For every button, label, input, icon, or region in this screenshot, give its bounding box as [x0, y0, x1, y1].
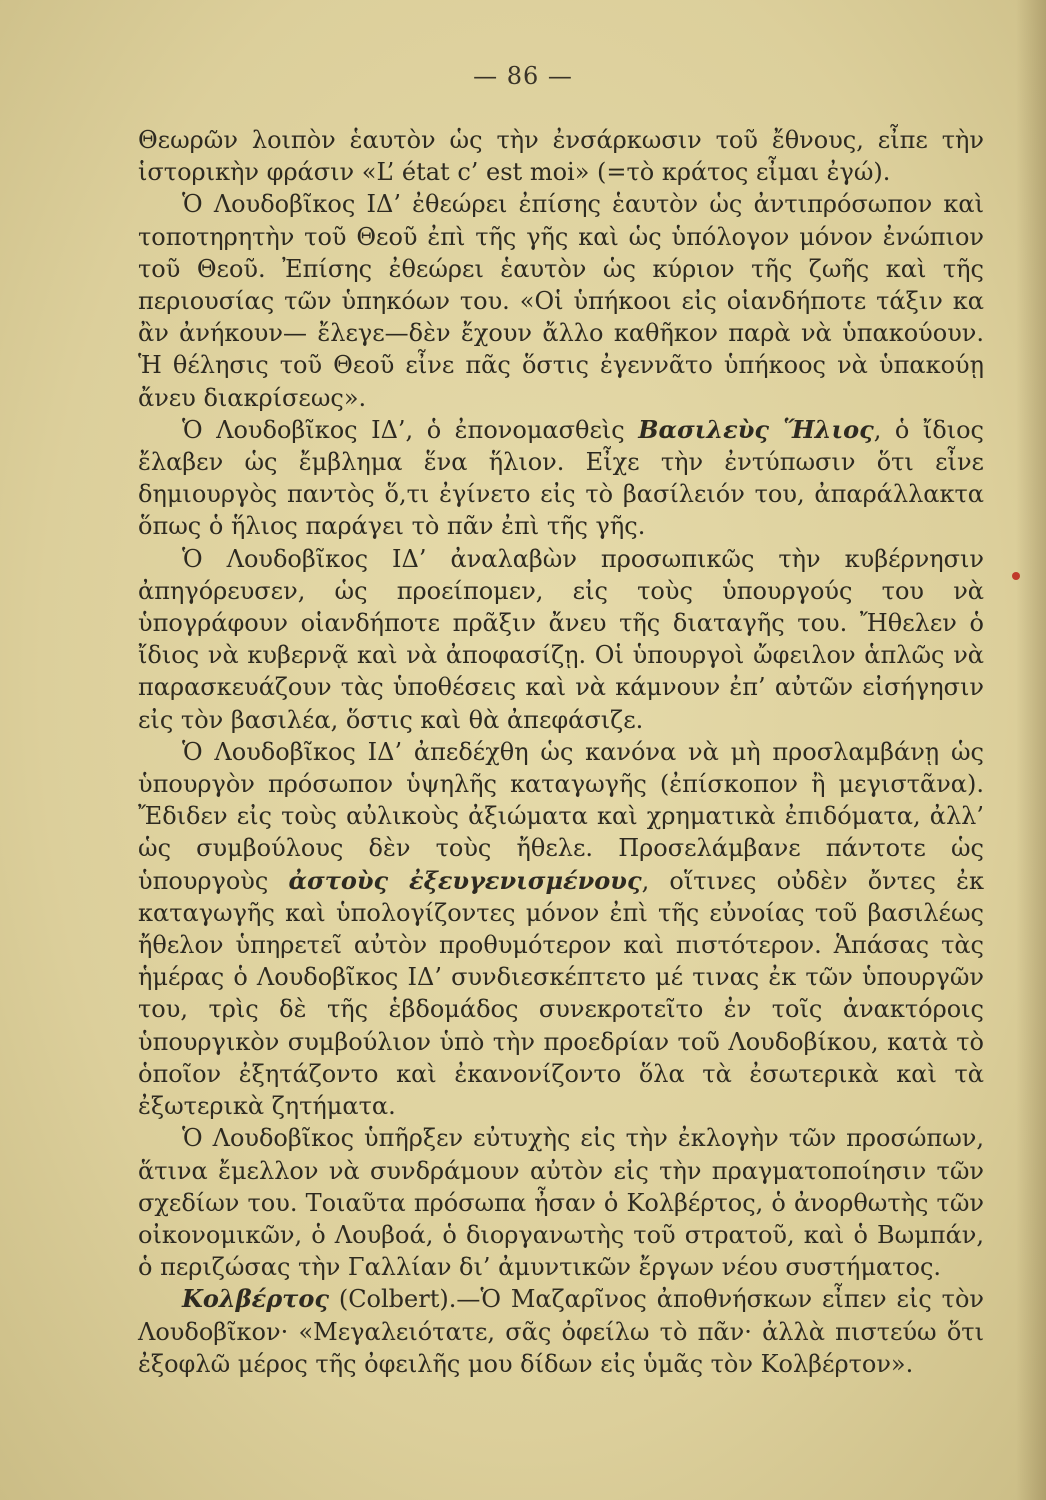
text-run: (Colbert).—Ὁ Μαζαρῖνος ἀποθνήσκων εἶπεν εἰς τὸν Λουδοβῖκον· «Μεγαλειότατε, σᾶς ὀφείλω τὸ πᾶν· ἀλλὰ πιστεύω ὅτι ἐξοφλῶ μέρος τῆς ὀφειλῆς μου δίδων εἰς ὑμᾶς τὸν Κολβέρτον». — [138, 1285, 984, 1378]
emphasis-text: ἀστοὺς ἐξευγενισμένους — [288, 865, 642, 895]
body-text — [138, 124, 984, 1380]
text-run: Ὁ Λουδοβῖκος ΙΔ’, ὁ ἐπονομασθεὶς — [182, 415, 639, 444]
paragraph — [138, 543, 984, 736]
paragraph — [138, 188, 984, 413]
text-run: Ὁ Λουδοβῖκος ὑπῆρξεν εὐτυχὴς εἰς τὴν ἐκλογὴν τῶν προσώπων, ἅτινα ἔμελλον νὰ συνδράμουν αὐτὸν εἰς τὴν πραγματοποίησιν τῶν σχεδίων του. Τοιαῦτα πρόσωπα ἦσαν ὁ Κολβέρτος, ὁ ἀνορθωτὴς τῶν οἰκονομικῶν, ὁ Λουβοά, ὁ διοργανωτὴς τοῦ στρατοῦ, καὶ ὁ Βωμπάν, ὁ περιζώσας τὴν Γαλλίαν δι’ ἀμυντικῶν ἔργων νέου συστήματος. — [138, 1124, 984, 1282]
section-heading: Κολβέρτος — [182, 1284, 329, 1314]
page-edge-shadow — [1016, 0, 1046, 1500]
paragraph — [138, 124, 984, 188]
text-run: , οἵτινες οὐδὲν ὄντες ἐκ καταγωγῆς καὶ ὑπολογίζοντες μόνον ἐπὶ τῆς εὐνοίας τοῦ βασιλέως ἤθελον ὑπηρετεῖ αὐτὸν προθυμότερον καὶ πιστότερον. Ἁπάσας τὰς ἡμέρας ὁ Λουδοβῖκος ΙΔ’ συνδιεσκέπτετο μέ τινας ἐκ τῶν ὑπουργῶν του, τρὶς δὲ τῆς ἑβδομάδος συνεκροτεῖτο ἐν τοῖς ἀνακτόροις ὑπουργικὸν συμβούλιον ὑπὸ τὴν προεδρίαν τοῦ Λουδοβίκου, κατὰ τὸ ὁποῖον ἐξητάζοντο καὶ ἐκανονίζοντο ὅλα τὰ ἐσωτερικὰ καὶ τὰ ἐξωτερικὰ ζητήματα. — [138, 866, 984, 1121]
text-run: Ὁ Λουδοβῖκος ΙΔ’ ἐθεώρει ἐπίσης ἑαυτὸν ὡς ἀντιπρόσωπον καὶ τοποτηρητὴν τοῦ Θεοῦ ἐπὶ τῆς γῆς καὶ ὡς ὑπόλογον μόνον ἐνώπιον τοῦ Θεοῦ. Ἐπίσης ἐθεώρει ἑαυτὸν ὡς κύριον τῆς ζωῆς καὶ τῆς περιουσίας τῶν ὑπηκόων του. «Οἱ ὑπήκοοι εἰς οἱανδήποτε τάξιν κα ἂν ἀνήκουν— ἔλεγε—δὲν ἔχουν ἄλλο καθῆκον παρὰ νὰ ὑπακούουν. Ἡ θέλησις τοῦ Θεοῦ εἶνε πᾶς ὅστις ἐγεννᾶτο ὑπήκοος νὰ ὑπακούῃ ἄνευ διακρίσεως». — [138, 190, 984, 412]
text-run: Ὁ Λουδοβῖκος ΙΔ’ ἀπεδέχθη ὡς κανόνα νὰ μὴ προσλαμβάνῃ ὡς ὑπουργὸν πρόσωπον ὑψηλῆς καταγωγῆς (ἐπίσκοπον ἢ μεγιστᾶνα). Ἔδιδεν εἰς τοὺς αὐλικοὺς ἀξιώματα καὶ χρηματικὰ ἐπιδόματα, ἀλλ’ ὡς συμβούλους δὲν τοὺς ἤθελε. Προσελάμβανε πάντοτε ὡς ὑπουργοὺς — [138, 737, 984, 895]
text-run: Ὁ Λουδοβῖκος ΙΔ’ ἀναλαβὼν προσωπικῶς τὴν κυβέρνησιν ἀπηγόρευσεν, ὡς προείπομεν, εἰς τοὺς ὑπουργούς του νὰ ὑπογράφουν οἱανδήποτε πρᾶξιν ἄνευ τῆς διαταγῆς του. Ἤθελεν ὁ ἴδιος νὰ κυβερνᾷ καὶ νὰ ἀποφασίζῃ. Οἱ ὑπουργοὶ ὤφειλον ἁπλῶς νὰ παρασκευάζουν τὰς ὑποθέσεις καὶ νὰ κάμνουν ἐπ’ αὐτῶν εἰσήγησιν εἰς τὸν βασιλέα, ὅστις καὶ θὰ ἀπεφάσιζε. — [138, 544, 984, 734]
paragraph — [138, 1122, 984, 1283]
emphasis-text: Βασιλεὺς Ἥλιος — [638, 414, 874, 444]
page-number: — 86 — — [473, 62, 573, 90]
margin-mark — [1012, 572, 1020, 580]
paragraph — [138, 1283, 984, 1380]
paragraph — [138, 414, 984, 543]
text-run: , ὁ ἴδιος ἔλαβεν ὡς ἔμβλημα ἕνα ἥλιον. Εἶχε τὴν ἐντύπωσιν ὅτι εἶνε δημιουργὸς παντὸς ὅ,τι ἐγίνετο εἰς τὸ βασίλειόν του, ἀπαράλλακτα ὅπως ὁ ἥλιος παράγει τὸ πᾶν ἐπὶ τῆς γῆς. — [138, 415, 984, 541]
text-run: Θεωρῶν λοιπὸν ἑαυτὸν ὡς τὴν ἐνσάρκωσιν τοῦ ἔθνους, εἶπε τὴν ἱστορικὴν φράσιν «L’ état c’ est moi» (=τὸ κράτος εἶμαι ἐγώ). — [138, 126, 984, 187]
paragraph — [138, 736, 984, 1122]
